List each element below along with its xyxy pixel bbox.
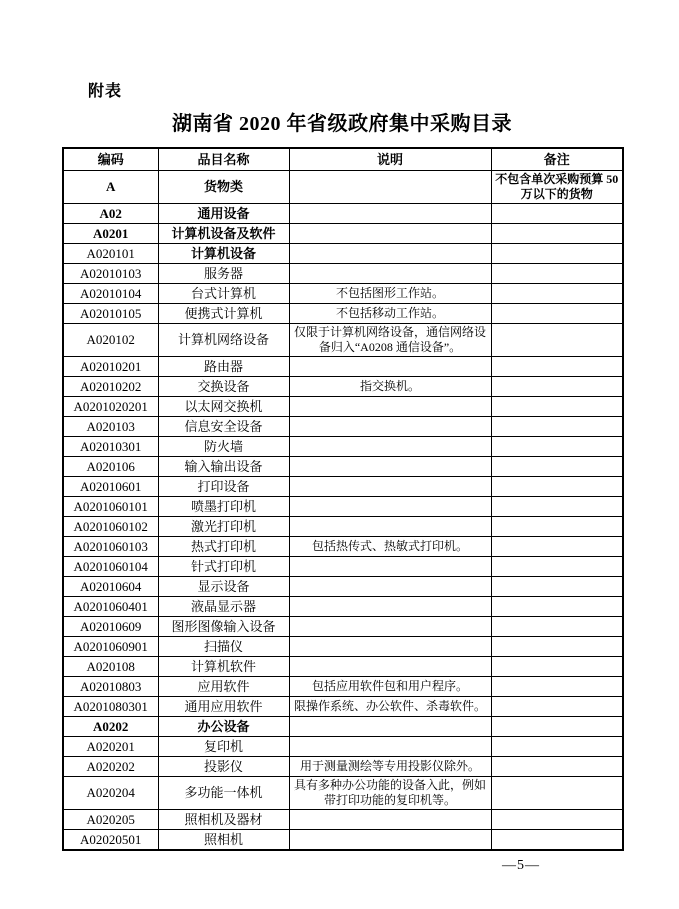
cell-remark bbox=[491, 497, 623, 517]
cell-name: 计算机网络设备 bbox=[158, 324, 289, 357]
cell-name: 复印机 bbox=[158, 737, 289, 757]
cell-desc bbox=[289, 810, 491, 830]
table-row bbox=[63, 304, 623, 324]
cell-remark bbox=[491, 810, 623, 830]
cell-name: 便携式计算机 bbox=[158, 304, 289, 324]
cell-code: A02010601 bbox=[63, 477, 158, 497]
table-row bbox=[63, 677, 623, 697]
cell-remark bbox=[491, 757, 623, 777]
cell-remark bbox=[491, 537, 623, 557]
cell-desc bbox=[289, 557, 491, 577]
table-row bbox=[63, 617, 623, 637]
table-row bbox=[63, 637, 623, 657]
table-row bbox=[63, 357, 623, 377]
table-row bbox=[63, 757, 623, 777]
cell-remark bbox=[491, 324, 623, 357]
cell-name: 多功能一体机 bbox=[158, 777, 289, 810]
cell-desc bbox=[289, 204, 491, 224]
cell-name: 货物类 bbox=[158, 171, 289, 204]
cell-name: 热式打印机 bbox=[158, 537, 289, 557]
table-row bbox=[63, 810, 623, 830]
table-row bbox=[63, 777, 623, 810]
cell-remark bbox=[491, 377, 623, 397]
cell-desc bbox=[289, 244, 491, 264]
cell-desc bbox=[289, 357, 491, 377]
cell-remark bbox=[491, 457, 623, 477]
cell-desc bbox=[289, 264, 491, 284]
cell-remark bbox=[491, 264, 623, 284]
column-header-name: 品目名称 bbox=[158, 148, 289, 171]
cell-name: 图形图像输入设备 bbox=[158, 617, 289, 637]
cell-code: A02020501 bbox=[63, 830, 158, 851]
cell-desc bbox=[289, 497, 491, 517]
cell-code: A0201020201 bbox=[63, 397, 158, 417]
cell-desc: 包括应用软件包和用户程序。 bbox=[289, 677, 491, 697]
cell-desc bbox=[289, 457, 491, 477]
table-row bbox=[63, 264, 623, 284]
table-row bbox=[63, 597, 623, 617]
cell-code: A020101 bbox=[63, 244, 158, 264]
cell-name: 针式打印机 bbox=[158, 557, 289, 577]
cell-name: 以太网交换机 bbox=[158, 397, 289, 417]
cell-desc: 包括热传式、热敏式打印机。 bbox=[289, 537, 491, 557]
table-row bbox=[63, 324, 623, 357]
cell-name: 服务器 bbox=[158, 264, 289, 284]
cell-code: A020204 bbox=[63, 777, 158, 810]
cell-desc bbox=[289, 657, 491, 677]
cell-name: 显示设备 bbox=[158, 577, 289, 597]
cell-desc bbox=[289, 717, 491, 737]
cell-remark bbox=[491, 517, 623, 537]
cell-remark bbox=[491, 224, 623, 244]
procurement-catalog-table bbox=[62, 147, 624, 851]
cell-remark bbox=[491, 717, 623, 737]
cell-code: A020202 bbox=[63, 757, 158, 777]
cell-code: A bbox=[63, 171, 158, 204]
table-row bbox=[63, 171, 623, 204]
cell-name: 防火墙 bbox=[158, 437, 289, 457]
cell-code: A0201080301 bbox=[63, 697, 158, 717]
cell-remark bbox=[491, 830, 623, 851]
cell-desc: 限操作系统、办公软件、杀毒软件。 bbox=[289, 697, 491, 717]
table-row bbox=[63, 737, 623, 757]
appendix-label: 附表 bbox=[88, 83, 123, 100]
cell-name: 应用软件 bbox=[158, 677, 289, 697]
cell-code: A020102 bbox=[63, 324, 158, 357]
cell-remark bbox=[491, 477, 623, 497]
cell-name: 投影仪 bbox=[158, 757, 289, 777]
cell-name: 信息安全设备 bbox=[158, 417, 289, 437]
table-row bbox=[63, 284, 623, 304]
table-row bbox=[63, 224, 623, 244]
table-row bbox=[63, 717, 623, 737]
cell-desc bbox=[289, 830, 491, 851]
cell-code: A0201060104 bbox=[63, 557, 158, 577]
cell-desc bbox=[289, 597, 491, 617]
cell-code: A0201060102 bbox=[63, 517, 158, 537]
cell-desc bbox=[289, 437, 491, 457]
cell-remark bbox=[491, 657, 623, 677]
cell-code: A02010105 bbox=[63, 304, 158, 324]
cell-remark bbox=[491, 737, 623, 757]
table-row bbox=[63, 477, 623, 497]
cell-desc: 指交换机。 bbox=[289, 377, 491, 397]
cell-remark bbox=[491, 357, 623, 377]
table-row bbox=[63, 537, 623, 557]
cell-desc bbox=[289, 417, 491, 437]
table-row bbox=[63, 437, 623, 457]
cell-code: A0201060401 bbox=[63, 597, 158, 617]
cell-desc: 用于测量测绘等专用投影仪除外。 bbox=[289, 757, 491, 777]
cell-code: A020108 bbox=[63, 657, 158, 677]
cell-remark bbox=[491, 697, 623, 717]
cell-remark bbox=[491, 637, 623, 657]
cell-remark bbox=[491, 437, 623, 457]
cell-desc bbox=[289, 477, 491, 497]
cell-desc: 不包括图形工作站。 bbox=[289, 284, 491, 304]
column-header-desc: 说明 bbox=[289, 148, 491, 171]
cell-name: 照相机 bbox=[158, 830, 289, 851]
cell-remark bbox=[491, 304, 623, 324]
table-row bbox=[63, 697, 623, 717]
column-header-code: 编码 bbox=[63, 148, 158, 171]
table-row bbox=[63, 397, 623, 417]
cell-code: A0201060103 bbox=[63, 537, 158, 557]
table-row bbox=[63, 557, 623, 577]
cell-code: A02010609 bbox=[63, 617, 158, 637]
cell-code: A02010103 bbox=[63, 264, 158, 284]
cell-desc: 具有多种办公功能的设备入此，例如带打印功能的复印机等。 bbox=[289, 777, 491, 810]
cell-code: A02010201 bbox=[63, 357, 158, 377]
table-row bbox=[63, 830, 623, 851]
cell-remark bbox=[491, 777, 623, 810]
cell-code: A0202 bbox=[63, 717, 158, 737]
cell-remark bbox=[491, 577, 623, 597]
cell-code: A0201 bbox=[63, 224, 158, 244]
cell-name: 扫描仪 bbox=[158, 637, 289, 657]
cell-name: 台式计算机 bbox=[158, 284, 289, 304]
cell-remark bbox=[491, 204, 623, 224]
cell-remark bbox=[491, 397, 623, 417]
cell-code: A0201060901 bbox=[63, 637, 158, 657]
cell-desc: 不包括移动工作站。 bbox=[289, 304, 491, 324]
cell-name: 办公设备 bbox=[158, 717, 289, 737]
cell-desc bbox=[289, 397, 491, 417]
cell-desc bbox=[289, 517, 491, 537]
table-body bbox=[63, 171, 623, 851]
cell-remark bbox=[491, 417, 623, 437]
cell-name: 通用应用软件 bbox=[158, 697, 289, 717]
cell-name: 喷墨打印机 bbox=[158, 497, 289, 517]
cell-code: A02010202 bbox=[63, 377, 158, 397]
cell-desc bbox=[289, 617, 491, 637]
table-row bbox=[63, 657, 623, 677]
cell-remark bbox=[491, 284, 623, 304]
cell-remark bbox=[491, 617, 623, 637]
cell-desc bbox=[289, 637, 491, 657]
cell-remark bbox=[491, 597, 623, 617]
cell-desc bbox=[289, 737, 491, 757]
cell-code: A02010104 bbox=[63, 284, 158, 304]
cell-code: A02010604 bbox=[63, 577, 158, 597]
table-row bbox=[63, 577, 623, 597]
cell-remark bbox=[491, 677, 623, 697]
table-row bbox=[63, 497, 623, 517]
page-title: 湖南省 2020 年省级政府集中采购目录 bbox=[172, 113, 512, 135]
cell-name: 输入输出设备 bbox=[158, 457, 289, 477]
cell-desc: 仅限于计算机网络设备，通信网络设备归入“A0208 通信设备”。 bbox=[289, 324, 491, 357]
cell-desc bbox=[289, 171, 491, 204]
cell-name: 打印设备 bbox=[158, 477, 289, 497]
table-header-row bbox=[63, 148, 623, 171]
cell-name: 计算机设备及软件 bbox=[158, 224, 289, 244]
cell-remark bbox=[491, 557, 623, 577]
cell-name: 激光打印机 bbox=[158, 517, 289, 537]
table-row bbox=[63, 417, 623, 437]
cell-code: A020205 bbox=[63, 810, 158, 830]
cell-remark: 不包含单次采购预算 50 万以下的货物 bbox=[491, 171, 623, 204]
cell-desc bbox=[289, 577, 491, 597]
cell-code: A020103 bbox=[63, 417, 158, 437]
cell-name: 液晶显示器 bbox=[158, 597, 289, 617]
cell-code: A0201060101 bbox=[63, 497, 158, 517]
table-row bbox=[63, 244, 623, 264]
cell-code: A020201 bbox=[63, 737, 158, 757]
cell-name: 计算机软件 bbox=[158, 657, 289, 677]
page-number: —5— bbox=[502, 858, 540, 873]
cell-name: 交换设备 bbox=[158, 377, 289, 397]
table-row bbox=[63, 204, 623, 224]
cell-name: 路由器 bbox=[158, 357, 289, 377]
cell-name: 通用设备 bbox=[158, 204, 289, 224]
cell-remark bbox=[491, 244, 623, 264]
cell-code: A02 bbox=[63, 204, 158, 224]
cell-name: 计算机设备 bbox=[158, 244, 289, 264]
cell-code: A02010301 bbox=[63, 437, 158, 457]
cell-desc bbox=[289, 224, 491, 244]
table-row bbox=[63, 457, 623, 477]
cell-code: A02010803 bbox=[63, 677, 158, 697]
table-row bbox=[63, 517, 623, 537]
cell-code: A020106 bbox=[63, 457, 158, 477]
table-row bbox=[63, 377, 623, 397]
column-header-remark: 备注 bbox=[491, 148, 623, 171]
cell-name: 照相机及器材 bbox=[158, 810, 289, 830]
